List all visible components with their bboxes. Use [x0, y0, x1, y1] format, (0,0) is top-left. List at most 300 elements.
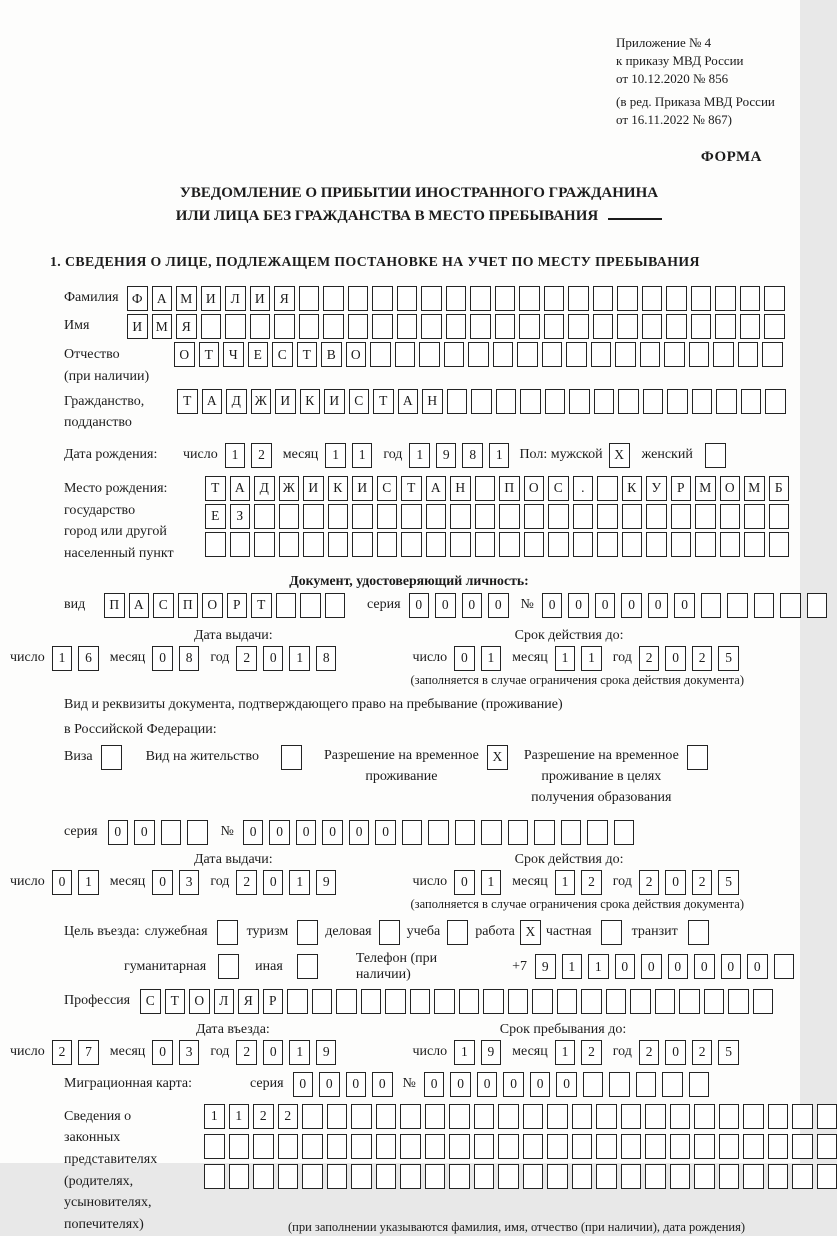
- char-cell[interactable]: 1: [289, 1040, 310, 1065]
- char-cell[interactable]: [617, 314, 638, 339]
- char-cell[interactable]: 0: [52, 870, 73, 895]
- char-cell[interactable]: [498, 1164, 519, 1189]
- char-cell[interactable]: 0: [674, 593, 695, 618]
- char-cell[interactable]: 0: [263, 1040, 284, 1065]
- char-cell[interactable]: 0: [293, 1072, 314, 1097]
- char-cell[interactable]: 0: [568, 593, 589, 618]
- char-cell[interactable]: [402, 820, 423, 845]
- char-cell[interactable]: [679, 989, 700, 1014]
- char-cell[interactable]: [372, 314, 393, 339]
- char-cell[interactable]: А: [398, 389, 419, 414]
- char-cell[interactable]: И: [127, 314, 148, 339]
- char-cell[interactable]: 0: [477, 1072, 498, 1097]
- char-cell[interactable]: [692, 389, 713, 414]
- purpose-official-checkbox[interactable]: [217, 920, 238, 945]
- char-cell[interactable]: [434, 989, 455, 1014]
- char-cell[interactable]: 5: [718, 870, 739, 895]
- char-cell[interactable]: 0: [108, 820, 129, 845]
- char-cell[interactable]: [645, 1164, 666, 1189]
- char-cell[interactable]: 2: [236, 1040, 257, 1065]
- char-cell[interactable]: 0: [462, 593, 483, 618]
- char-cell[interactable]: [636, 1072, 657, 1097]
- char-cell[interactable]: Е: [248, 342, 269, 367]
- char-cell[interactable]: 0: [665, 1040, 686, 1065]
- char-cell[interactable]: [495, 286, 516, 311]
- char-cell[interactable]: [498, 1134, 519, 1159]
- char-cell[interactable]: 2: [236, 646, 257, 671]
- char-cell[interactable]: Н: [450, 476, 471, 501]
- char-cell[interactable]: [630, 989, 651, 1014]
- char-cell[interactable]: [695, 504, 716, 529]
- char-cell[interactable]: 8: [316, 646, 337, 671]
- char-cell[interactable]: Ф: [127, 286, 148, 311]
- char-cell[interactable]: [666, 314, 687, 339]
- char-cell[interactable]: 0: [621, 593, 642, 618]
- char-cell[interactable]: 0: [595, 593, 616, 618]
- char-cell[interactable]: [327, 1134, 348, 1159]
- char-cell[interactable]: С: [377, 476, 398, 501]
- char-cell[interactable]: [671, 504, 692, 529]
- char-cell[interactable]: 2: [692, 646, 713, 671]
- char-cell[interactable]: И: [303, 476, 324, 501]
- char-cell[interactable]: 0: [665, 646, 686, 671]
- char-cell[interactable]: [421, 314, 442, 339]
- char-cell[interactable]: [581, 989, 602, 1014]
- char-cell[interactable]: [597, 532, 618, 557]
- char-cell[interactable]: 0: [454, 870, 475, 895]
- char-cell[interactable]: 0: [319, 1072, 340, 1097]
- char-cell[interactable]: [591, 342, 612, 367]
- char-cell[interactable]: 2: [278, 1104, 299, 1129]
- char-cell[interactable]: [807, 593, 828, 618]
- char-cell[interactable]: [642, 314, 663, 339]
- char-cell[interactable]: [508, 989, 529, 1014]
- char-cell[interactable]: [449, 1164, 470, 1189]
- char-cell[interactable]: [481, 820, 502, 845]
- char-cell[interactable]: 1: [289, 646, 310, 671]
- char-cell[interactable]: Р: [671, 476, 692, 501]
- char-cell[interactable]: 1: [454, 1040, 475, 1065]
- char-cell[interactable]: Я: [238, 989, 259, 1014]
- sex-female-checkbox[interactable]: [705, 443, 726, 468]
- char-cell[interactable]: 1: [562, 954, 583, 979]
- char-cell[interactable]: 0: [152, 646, 173, 671]
- char-cell[interactable]: О: [524, 476, 545, 501]
- char-cell[interactable]: 0: [424, 1072, 445, 1097]
- char-cell[interactable]: [450, 504, 471, 529]
- char-cell[interactable]: 0: [269, 820, 290, 845]
- char-cell[interactable]: 0: [694, 954, 715, 979]
- char-cell[interactable]: [768, 1134, 789, 1159]
- char-cell[interactable]: 0: [243, 820, 264, 845]
- char-cell[interactable]: [547, 1134, 568, 1159]
- char-cell[interactable]: [229, 1134, 250, 1159]
- char-cell[interactable]: [523, 1104, 544, 1129]
- purpose-study-checkbox[interactable]: [447, 920, 468, 945]
- char-cell[interactable]: [694, 1104, 715, 1129]
- char-cell[interactable]: [493, 342, 514, 367]
- char-cell[interactable]: [230, 532, 251, 557]
- char-cell[interactable]: [323, 286, 344, 311]
- char-cell[interactable]: 1: [289, 870, 310, 895]
- char-cell[interactable]: З: [230, 504, 251, 529]
- char-cell[interactable]: С: [548, 476, 569, 501]
- char-cell[interactable]: [715, 314, 736, 339]
- char-cell[interactable]: 0: [488, 593, 509, 618]
- char-cell[interactable]: [161, 820, 182, 845]
- char-cell[interactable]: [738, 342, 759, 367]
- char-cell[interactable]: 1: [229, 1104, 250, 1129]
- purpose-business-checkbox[interactable]: [379, 920, 400, 945]
- char-cell[interactable]: 0: [648, 593, 669, 618]
- char-cell[interactable]: [609, 1072, 630, 1097]
- char-cell[interactable]: 3: [179, 870, 200, 895]
- char-cell[interactable]: 0: [503, 1072, 524, 1097]
- char-cell[interactable]: И: [352, 476, 373, 501]
- char-cell[interactable]: [475, 532, 496, 557]
- char-cell[interactable]: [594, 389, 615, 414]
- char-cell[interactable]: 1: [555, 870, 576, 895]
- char-cell[interactable]: [645, 1134, 666, 1159]
- char-cell[interactable]: [596, 1104, 617, 1129]
- char-cell[interactable]: [621, 1164, 642, 1189]
- char-cell[interactable]: [372, 286, 393, 311]
- char-cell[interactable]: [351, 1134, 372, 1159]
- char-cell[interactable]: 9: [481, 1040, 502, 1065]
- char-cell[interactable]: [254, 532, 275, 557]
- char-cell[interactable]: [671, 532, 692, 557]
- char-cell[interactable]: 0: [152, 870, 173, 895]
- char-cell[interactable]: [201, 314, 222, 339]
- temp-permit-checkbox[interactable]: X: [487, 745, 508, 770]
- char-cell[interactable]: [204, 1164, 225, 1189]
- char-cell[interactable]: [377, 504, 398, 529]
- char-cell[interactable]: [727, 593, 748, 618]
- char-cell[interactable]: [548, 504, 569, 529]
- char-cell[interactable]: М: [744, 476, 765, 501]
- char-cell[interactable]: [278, 1164, 299, 1189]
- char-cell[interactable]: Я: [274, 286, 295, 311]
- char-cell[interactable]: [508, 820, 529, 845]
- char-cell[interactable]: [561, 820, 582, 845]
- char-cell[interactable]: [279, 532, 300, 557]
- char-cell[interactable]: Д: [226, 389, 247, 414]
- char-cell[interactable]: [450, 532, 471, 557]
- char-cell[interactable]: [471, 389, 492, 414]
- char-cell[interactable]: К: [622, 476, 643, 501]
- char-cell[interactable]: О: [346, 342, 367, 367]
- char-cell[interactable]: [764, 286, 785, 311]
- char-cell[interactable]: [666, 286, 687, 311]
- char-cell[interactable]: Е: [205, 504, 226, 529]
- char-cell[interactable]: [741, 389, 762, 414]
- char-cell[interactable]: [569, 389, 590, 414]
- char-cell[interactable]: [426, 532, 447, 557]
- char-cell[interactable]: [572, 1164, 593, 1189]
- char-cell[interactable]: [499, 532, 520, 557]
- char-cell[interactable]: [646, 532, 667, 557]
- char-cell[interactable]: [719, 1164, 740, 1189]
- char-cell[interactable]: 1: [78, 870, 99, 895]
- char-cell[interactable]: [303, 504, 324, 529]
- char-cell[interactable]: 0: [665, 870, 686, 895]
- char-cell[interactable]: [545, 389, 566, 414]
- char-cell[interactable]: 1: [204, 1104, 225, 1129]
- char-cell[interactable]: [376, 1104, 397, 1129]
- char-cell[interactable]: У: [646, 476, 667, 501]
- char-cell[interactable]: 9: [316, 870, 337, 895]
- char-cell[interactable]: [532, 989, 553, 1014]
- char-cell[interactable]: [325, 593, 346, 618]
- char-cell[interactable]: [817, 1104, 837, 1129]
- char-cell[interactable]: [542, 342, 563, 367]
- char-cell[interactable]: 1: [588, 954, 609, 979]
- char-cell[interactable]: Т: [205, 476, 226, 501]
- char-cell[interactable]: 0: [346, 1072, 367, 1097]
- char-cell[interactable]: [449, 1134, 470, 1159]
- char-cell[interactable]: 0: [641, 954, 662, 979]
- char-cell[interactable]: [447, 389, 468, 414]
- char-cell[interactable]: [524, 532, 545, 557]
- char-cell[interactable]: 8: [179, 646, 200, 671]
- char-cell[interactable]: К: [328, 476, 349, 501]
- char-cell[interactable]: [425, 1164, 446, 1189]
- char-cell[interactable]: [523, 1164, 544, 1189]
- char-cell[interactable]: О: [720, 476, 741, 501]
- char-cell[interactable]: 0: [530, 1072, 551, 1097]
- char-cell[interactable]: [662, 1072, 683, 1097]
- char-cell[interactable]: 2: [581, 870, 602, 895]
- char-cell[interactable]: 9: [535, 954, 556, 979]
- char-cell[interactable]: [704, 989, 725, 1014]
- char-cell[interactable]: [719, 1134, 740, 1159]
- char-cell[interactable]: [446, 314, 467, 339]
- char-cell[interactable]: [715, 286, 736, 311]
- char-cell[interactable]: [817, 1134, 837, 1159]
- char-cell[interactable]: [817, 1164, 837, 1189]
- char-cell[interactable]: [769, 504, 790, 529]
- purpose-transit-checkbox[interactable]: [688, 920, 709, 945]
- char-cell[interactable]: [547, 1164, 568, 1189]
- char-cell[interactable]: [400, 1164, 421, 1189]
- char-cell[interactable]: [740, 286, 761, 311]
- char-cell[interactable]: [470, 314, 491, 339]
- char-cell[interactable]: 1: [409, 443, 430, 468]
- char-cell[interactable]: [385, 989, 406, 1014]
- char-cell[interactable]: 1: [352, 443, 373, 468]
- char-cell[interactable]: 2: [639, 646, 660, 671]
- char-cell[interactable]: [425, 1134, 446, 1159]
- char-cell[interactable]: [701, 593, 722, 618]
- char-cell[interactable]: [615, 342, 636, 367]
- char-cell[interactable]: [764, 314, 785, 339]
- char-cell[interactable]: К: [300, 389, 321, 414]
- char-cell[interactable]: 1: [325, 443, 346, 468]
- char-cell[interactable]: [302, 1104, 323, 1129]
- char-cell[interactable]: [250, 314, 271, 339]
- char-cell[interactable]: [596, 1134, 617, 1159]
- char-cell[interactable]: 1: [225, 443, 246, 468]
- char-cell[interactable]: [328, 504, 349, 529]
- char-cell[interactable]: [370, 342, 391, 367]
- char-cell[interactable]: [606, 989, 627, 1014]
- char-cell[interactable]: [780, 593, 801, 618]
- edu-permit-checkbox[interactable]: [687, 745, 708, 770]
- char-cell[interactable]: М: [176, 286, 197, 311]
- char-cell[interactable]: [583, 1072, 604, 1097]
- char-cell[interactable]: [597, 504, 618, 529]
- char-cell[interactable]: 3: [179, 1040, 200, 1065]
- char-cell[interactable]: [299, 314, 320, 339]
- char-cell[interactable]: С: [153, 593, 174, 618]
- char-cell[interactable]: [279, 504, 300, 529]
- char-cell[interactable]: [523, 1134, 544, 1159]
- char-cell[interactable]: [667, 389, 688, 414]
- char-cell[interactable]: [287, 989, 308, 1014]
- char-cell[interactable]: [397, 286, 418, 311]
- char-cell[interactable]: Б: [769, 476, 790, 501]
- char-cell[interactable]: [352, 504, 373, 529]
- char-cell[interactable]: С: [272, 342, 293, 367]
- char-cell[interactable]: 2: [692, 870, 713, 895]
- char-cell[interactable]: С: [140, 989, 161, 1014]
- char-cell[interactable]: 0: [454, 646, 475, 671]
- char-cell[interactable]: Ж: [251, 389, 272, 414]
- char-cell[interactable]: [719, 1104, 740, 1129]
- char-cell[interactable]: О: [202, 593, 223, 618]
- char-cell[interactable]: 2: [639, 1040, 660, 1065]
- char-cell[interactable]: [664, 342, 685, 367]
- char-cell[interactable]: [655, 989, 676, 1014]
- char-cell[interactable]: [534, 820, 555, 845]
- char-cell[interactable]: [410, 989, 431, 1014]
- char-cell[interactable]: 2: [236, 870, 257, 895]
- char-cell[interactable]: И: [201, 286, 222, 311]
- char-cell[interactable]: [274, 314, 295, 339]
- char-cell[interactable]: [765, 389, 786, 414]
- char-cell[interactable]: 0: [409, 593, 430, 618]
- char-cell[interactable]: [376, 1134, 397, 1159]
- char-cell[interactable]: 0: [263, 870, 284, 895]
- char-cell[interactable]: Д: [254, 476, 275, 501]
- char-cell[interactable]: [544, 286, 565, 311]
- purpose-humanitarian-checkbox[interactable]: [218, 954, 239, 979]
- char-cell[interactable]: [425, 1104, 446, 1129]
- char-cell[interactable]: [769, 532, 790, 557]
- char-cell[interactable]: 0: [263, 646, 284, 671]
- char-cell[interactable]: [720, 532, 741, 557]
- char-cell[interactable]: [622, 504, 643, 529]
- char-cell[interactable]: [524, 504, 545, 529]
- char-cell[interactable]: [762, 342, 783, 367]
- char-cell[interactable]: [426, 504, 447, 529]
- char-cell[interactable]: 1: [52, 646, 73, 671]
- char-cell[interactable]: [754, 593, 775, 618]
- char-cell[interactable]: [689, 342, 710, 367]
- char-cell[interactable]: [376, 1164, 397, 1189]
- char-cell[interactable]: 0: [450, 1072, 471, 1097]
- char-cell[interactable]: [642, 286, 663, 311]
- char-cell[interactable]: 0: [721, 954, 742, 979]
- char-cell[interactable]: Т: [199, 342, 220, 367]
- char-cell[interactable]: Р: [263, 989, 284, 1014]
- char-cell[interactable]: А: [230, 476, 251, 501]
- char-cell[interactable]: 0: [349, 820, 370, 845]
- char-cell[interactable]: [597, 476, 618, 501]
- char-cell[interactable]: [691, 286, 712, 311]
- residence-permit-checkbox[interactable]: [281, 745, 302, 770]
- char-cell[interactable]: [327, 1104, 348, 1129]
- char-cell[interactable]: 0: [322, 820, 343, 845]
- char-cell[interactable]: 0: [615, 954, 636, 979]
- char-cell[interactable]: 0: [435, 593, 456, 618]
- char-cell[interactable]: И: [324, 389, 345, 414]
- char-cell[interactable]: [640, 342, 661, 367]
- char-cell[interactable]: [621, 1134, 642, 1159]
- char-cell[interactable]: [474, 1134, 495, 1159]
- char-cell[interactable]: [768, 1104, 789, 1129]
- char-cell[interactable]: Л: [214, 989, 235, 1014]
- char-cell[interactable]: [740, 314, 761, 339]
- char-cell[interactable]: [395, 342, 416, 367]
- char-cell[interactable]: [557, 989, 578, 1014]
- char-cell[interactable]: А: [129, 593, 150, 618]
- purpose-private-checkbox[interactable]: [601, 920, 622, 945]
- char-cell[interactable]: 2: [251, 443, 272, 468]
- char-cell[interactable]: [475, 476, 496, 501]
- char-cell[interactable]: [302, 1134, 323, 1159]
- char-cell[interactable]: [572, 1104, 593, 1129]
- char-cell[interactable]: [348, 314, 369, 339]
- char-cell[interactable]: [744, 532, 765, 557]
- char-cell[interactable]: [593, 314, 614, 339]
- char-cell[interactable]: [377, 532, 398, 557]
- char-cell[interactable]: А: [426, 476, 447, 501]
- char-cell[interactable]: [520, 389, 541, 414]
- char-cell[interactable]: Т: [401, 476, 422, 501]
- char-cell[interactable]: [498, 1104, 519, 1129]
- char-cell[interactable]: [573, 504, 594, 529]
- char-cell[interactable]: [568, 286, 589, 311]
- char-cell[interactable]: [768, 1164, 789, 1189]
- char-cell[interactable]: [622, 532, 643, 557]
- char-cell[interactable]: [253, 1134, 274, 1159]
- char-cell[interactable]: [444, 342, 465, 367]
- char-cell[interactable]: [276, 593, 297, 618]
- char-cell[interactable]: Я: [176, 314, 197, 339]
- char-cell[interactable]: [496, 389, 517, 414]
- char-cell[interactable]: [691, 314, 712, 339]
- char-cell[interactable]: [400, 1134, 421, 1159]
- char-cell[interactable]: [401, 504, 422, 529]
- char-cell[interactable]: [419, 342, 440, 367]
- char-cell[interactable]: [743, 1104, 764, 1129]
- char-cell[interactable]: [716, 389, 737, 414]
- char-cell[interactable]: 6: [78, 646, 99, 671]
- char-cell[interactable]: 2: [581, 1040, 602, 1065]
- char-cell[interactable]: [792, 1134, 813, 1159]
- char-cell[interactable]: 8: [462, 443, 483, 468]
- char-cell[interactable]: [621, 1104, 642, 1129]
- char-cell[interactable]: [327, 1164, 348, 1189]
- char-cell[interactable]: М: [152, 314, 173, 339]
- char-cell[interactable]: [646, 504, 667, 529]
- char-cell[interactable]: [689, 1072, 710, 1097]
- char-cell[interactable]: [670, 1104, 691, 1129]
- char-cell[interactable]: П: [178, 593, 199, 618]
- char-cell[interactable]: [744, 504, 765, 529]
- char-cell[interactable]: [587, 820, 608, 845]
